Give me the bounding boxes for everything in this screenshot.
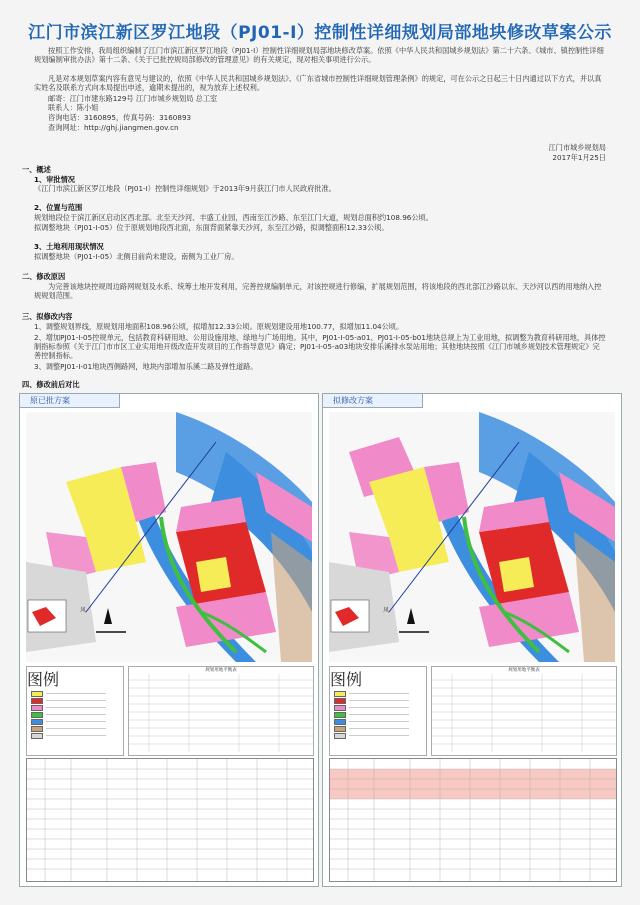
water-swatch (334, 719, 346, 725)
revised-table-grid (432, 674, 616, 752)
legend-row (27, 697, 123, 704)
location-text-1: 规划地段位于滨江新区启动区西北部。北至天沙河、丰盛工业园，西南至江沙路、东至江门大道，规划总面积约108.96公顷。 (34, 213, 433, 222)
change-item-1: 1、调整规划界线，原规划用地面积108.96公顷，拟增加12.33公顷。原规划建设用地100.77，拟增加11.04公顷。 (34, 322, 404, 331)
other-swatch (31, 733, 43, 739)
svg-text:风: 风 (383, 607, 390, 614)
page-title: 江门市滨江新区罗江地段（PJ01-I）控制性详细规划局部地块修改草案公示 (28, 23, 612, 43)
change-item-3: 3、调整PJ01-I-01地块西侧路网，地块内部增加乐溪二路及弹性道路。 (34, 362, 258, 371)
revised-control-grid (330, 759, 616, 881)
original-control-table (26, 758, 314, 882)
legend-row (330, 711, 426, 718)
contact-person: 联系人：陈小姐 (48, 103, 99, 112)
green-swatch (31, 712, 43, 718)
legend-row (27, 690, 123, 697)
education-swatch (334, 705, 346, 711)
legend-row (330, 704, 426, 711)
section-comparison: 四、修改前后对比 (22, 380, 80, 389)
residential-swatch (31, 691, 43, 697)
contact-address: 邮寄：江门市建东路129号 江门市城乡规划局 总工室 (48, 94, 218, 103)
landuse-text: 拟调整地块（PJ01-I-05）北侧目前尚未建设，南侧为工业厂房。 (34, 252, 239, 261)
legend-row (330, 690, 426, 697)
subsection-approval: 1、审批情况 (34, 175, 75, 184)
revised-legend-title: 图例 (330, 667, 426, 690)
original-plan-panel (19, 393, 319, 887)
water-swatch (31, 719, 43, 725)
revised-control-table (329, 758, 617, 882)
original-balance-table (128, 666, 314, 756)
location-text-2: 拟调整地块（PJ01-I-05）位于原规划地段西北面，东面背面紧靠天沙河，东至江沙路，拟调整面积12.33公顷。 (34, 223, 389, 232)
original-control-grid (27, 759, 313, 881)
sign-org: 江门市城乡规划局 (548, 143, 606, 152)
contact-website[interactable]: 查询网址：http://ghj.jiangmen.gov.cn (48, 123, 179, 132)
commercial-swatch (334, 698, 346, 704)
intro-paragraph-1: 按照工作安排，我局组织编制了江门市滨江新区罗江地段（PJ01-I）控制性详细规划局部地块修改草案。依照《中华人民共和国城乡规划法》第二十六条、《城市、镇控制性详细规划编制审批办法》第十二条、《关于已批控规局部修改的管理意见》的有关规定，现对相关事项进行公示。 (34, 46, 604, 65)
sign-date: 2017年1月25日 (552, 153, 606, 162)
legend-row (27, 732, 123, 739)
svg-text:风: 风 (80, 607, 87, 614)
change-item-2: 2、增加PJ01-I-05控规单元，包括教育科研用地、公用设施用地、绿地与广场用地。其中，PJ01-I-05-a01、PJ01-I-05-b01地块总规上为工业用地，拟调整为教育科研用地，具体控制指标参照《关于江门市市区工业实用地开级改造开发项目的工作指导意见》确定；PJ01-I-05-a03地块安排乐溪排水泵站用地；其他地块按照《江门市城乡规划技术管理规定》完善控制指标。 (34, 333, 606, 361)
legend-row (330, 697, 426, 704)
commercial-swatch (31, 698, 43, 704)
industry-swatch (334, 726, 346, 732)
green-swatch (334, 712, 346, 718)
residential-swatch (334, 691, 346, 697)
education-swatch (31, 705, 43, 711)
legend-row (27, 711, 123, 718)
subsection-location: 2、位置与范围 (34, 203, 83, 212)
legend-row (330, 732, 426, 739)
original-table-grid (129, 674, 313, 752)
industry-swatch (31, 726, 43, 732)
revised-plan-tab[interactable]: 拟修改方案 (323, 394, 423, 408)
reason-text: 为完善该地块控规周边路网规划及水系、统筹土地开发利用，完善控规编制单元，对该控规进行修编，扩展规划范围，将该地段的西北部江沙路以东、天沙河以西的用地纳入控规规划范围。 (34, 282, 602, 301)
original-plan-legend (26, 666, 124, 756)
original-legend-title: 图例 (27, 667, 123, 690)
revised-balance-table (431, 666, 617, 756)
legend-row (330, 725, 426, 732)
revised-plan-map (329, 412, 615, 662)
original-plan-tab[interactable]: 原已批方案 (20, 394, 120, 408)
revised-plan-legend (329, 666, 427, 756)
legend-row (27, 704, 123, 711)
section-reason: 二、修改原因 (22, 272, 66, 281)
legend-row (27, 725, 123, 732)
section-overview: 一、概述 (22, 165, 51, 174)
revised-plan-panel (322, 393, 622, 887)
intro-paragraph-2: 凡是对本规划草案内容有意见与建议的，依照《中华人民共和国城乡规划法》、《广东省城市控制性详细规划管理条例》的规定，可在公示之日起三十日内通过以下方式，并以真实姓名及联系方式向本局提出申述，逾期未提出的，视为放弃上述权利。 (34, 74, 602, 93)
subsection-landuse: 3、土地利用现状情况 (34, 242, 104, 251)
original-table-title: 规划用地平衡表 (205, 668, 237, 673)
original-plan-map (26, 412, 312, 662)
approval-text: 《江门市滨江新区罗江地段（PJ01-I）控制性详细规划》于2013年9月获江门市人民政府批准。 (34, 184, 336, 193)
revised-table-title: 规划用地平衡表 (508, 668, 540, 673)
section-changes: 三、拟修改内容 (22, 312, 73, 321)
legend-row (330, 718, 426, 725)
legend-row (27, 718, 123, 725)
other-swatch (334, 733, 346, 739)
contact-phone: 咨询电话：3160895，传真号码：3160893 (48, 113, 192, 122)
